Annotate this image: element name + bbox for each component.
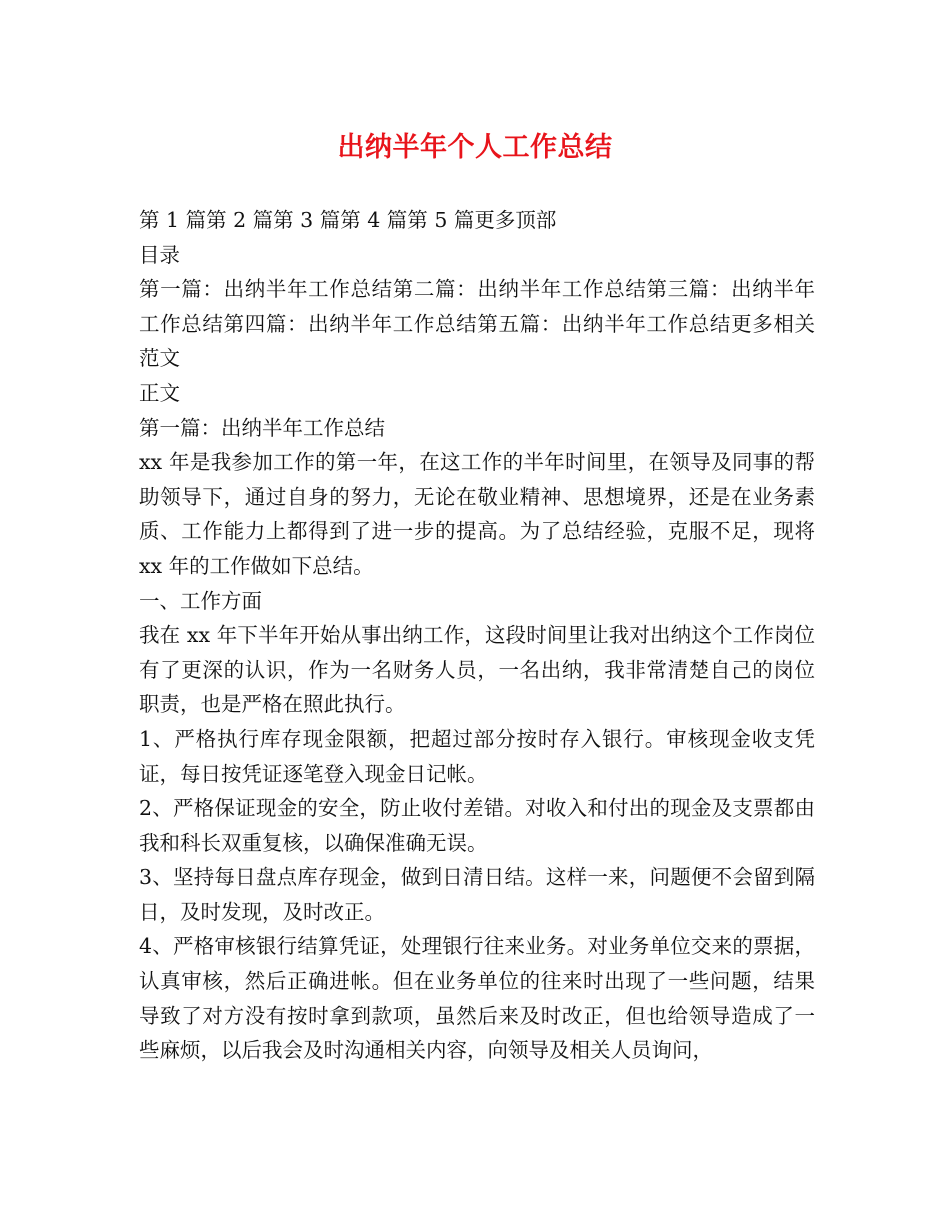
list-item: 4、严格审核银行结算凭证，处理银行往来业务。对业务单位交来的票据，认真审核，然后正确进帐。但在业务单位的往来时出现了一些问题，结果导致了对方没有按时拿到款项，虽然后来及时改正，但也给领导造成了一些麻烦，以后我会及时沟通相关内容，向领导及相关人员询问，	[139, 934, 815, 1063]
paragraph: xx 年是我参加工作的第一年，在这工作的半年时间里，在领导及同事的帮助领导下，通过自身的努力，无论在敬业精神、思想境界，还是在业务素质、工作能力上都得到了进一步的提高。为了总结经验，克服不足，现将 xx 年的工作做如下总结。	[139, 450, 815, 578]
toc-entries: 第一篇：出纳半年工作总结第二篇：出纳半年工作总结第三篇：出纳半年工作总结第四篇：出纳半年工作总结第五篇：出纳半年工作总结更多相关范文	[139, 277, 815, 371]
document-title: 出纳半年个人工作总结	[337, 132, 613, 163]
list-item: 2、严格保证现金的安全，防止收付差错。对收入和付出的现金及支票都由我和科长双重复核，以确保准确无误。	[139, 796, 815, 855]
section-nav-links[interactable]: 第 1 篇第 2 篇第 3 篇第 4 篇第 5 篇更多顶部	[139, 208, 557, 232]
main-text-heading: 正文	[139, 380, 180, 405]
document-body	[139, 203, 815, 1068]
section-heading: 一、工作方面	[139, 588, 262, 613]
list-item: 1、严格执行库存现金限额，把超过部分按时存入银行。审核现金收支凭证，每日按凭证逐笔登入现金日记帐。	[139, 726, 815, 786]
paragraph: 我在 xx 年下半年开始从事出纳工作，这段时间里让我对出纳这个工作岗位有了更深的认识，作为一名财务人员，一名出纳，我非常清楚自己的岗位职责，也是严格在照此执行。	[139, 623, 815, 717]
chapter-heading: 第一篇：出纳半年工作总结	[139, 415, 385, 440]
list-item: 3、坚持每日盘点库存现金，做到日清日结。这样一来，问题便不会留到隔日，及时发现，及时改正。	[139, 865, 815, 924]
toc-heading: 目录	[139, 242, 180, 267]
